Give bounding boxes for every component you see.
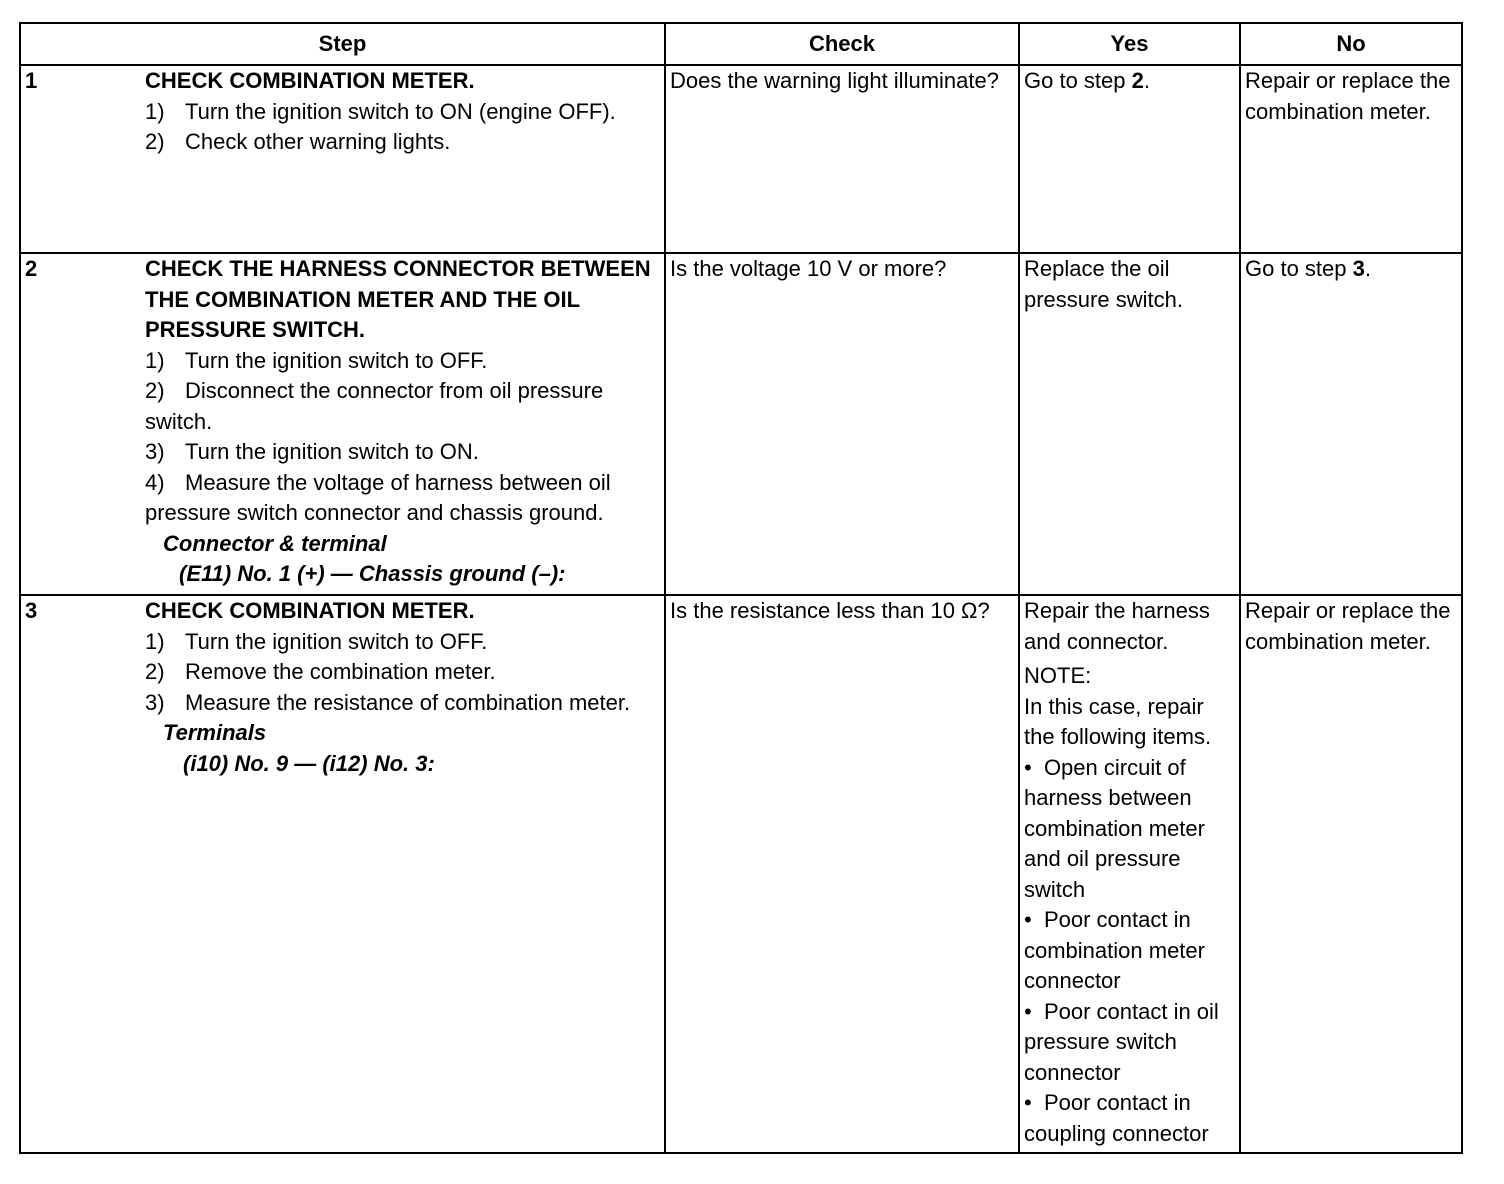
step-cell <box>20 253 665 595</box>
note-bullet-item: • Open circuit of harness between combination meter and oil pressure switch <box>1024 753 1235 906</box>
step-cell <box>20 65 665 253</box>
yes-text: Repair the harness and connector. <box>1024 598 1210 654</box>
step-title: CHECK COMBINATION METER. <box>145 598 475 623</box>
check-cell: Does the warning light illuminate? <box>665 65 1019 253</box>
no-cell: Go to step 3. <box>1240 253 1462 595</box>
yes-cell <box>1019 595 1240 1153</box>
yes-cell: Replace the oil pressure switch. <box>1019 253 1240 595</box>
header-no: No <box>1240 23 1462 65</box>
table-row-step-2 <box>20 253 1462 595</box>
terminals-value: (i10) No. 9 — (i12) No. 3: <box>183 750 435 776</box>
substep: 4) Measure the voltage of harness between oil pressure switch connector and chassis ground. <box>145 469 611 525</box>
substep: 2) Check other warning lights. <box>145 129 451 154</box>
header-yes: Yes <box>1019 23 1240 65</box>
connector-terminal-value: (E11) No. 1 (+) — Chassis ground (–): <box>179 561 566 586</box>
note-bullet-item: • Poor contact in coupling connector <box>1024 1088 1235 1149</box>
step-number: 3 <box>25 598 38 623</box>
step-number: 2 <box>25 256 38 281</box>
step-number: 1 <box>25 68 38 93</box>
note-label: NOTE: <box>1024 663 1092 688</box>
header-check: Check <box>665 23 1019 65</box>
no-cell: Repair or replace the combination meter. <box>1240 65 1462 253</box>
step-title: CHECK THE HARNESS CONNECTOR BETWEEN THE COMBINATION METER AND THE OIL PRESSURE SWITCH. <box>145 256 651 342</box>
substep: 1) Turn the ignition switch to ON (engine OFF). <box>145 98 616 124</box>
substep: 3) Measure the resistance of combination meter. <box>145 689 631 715</box>
step-title: CHECK COMBINATION METER. <box>145 68 475 93</box>
substep: 1) Turn the ignition switch to OFF. <box>145 628 488 654</box>
yes-cell: Go to step 2. <box>1019 65 1240 253</box>
diagnostic-table <box>19 22 1463 1154</box>
diagnostic-table-wrapper <box>19 22 1461 1154</box>
table-row-step-3 <box>20 595 1462 1153</box>
terminals-label: Terminals <box>163 720 267 745</box>
note-bullet-item: • Poor contact in oil pressure switch connector <box>1024 997 1235 1089</box>
substep: 1) Turn the ignition switch to OFF. <box>145 347 488 373</box>
substep: 2) Disconnect the connector from oil pressure switch. <box>145 378 604 434</box>
note-text: In this case, repair the following items. <box>1024 693 1212 749</box>
connector-terminal-label: Connector & terminal <box>163 530 387 556</box>
check-cell: Is the resistance less than 10 Ω? <box>665 595 1019 1153</box>
table-row-step-1 <box>20 65 1462 253</box>
header-step: Step <box>20 23 665 65</box>
no-cell: Repair or replace the combination meter. <box>1240 595 1462 1153</box>
header-row <box>20 23 1462 65</box>
note-bullet-item: • Poor contact in combination meter connector <box>1024 905 1235 997</box>
check-cell: Is the voltage 10 V or more? <box>665 253 1019 595</box>
step-cell <box>20 595 665 1153</box>
substep: 3) Turn the ignition switch to ON. <box>145 439 479 464</box>
substep: 2) Remove the combination meter. <box>145 659 496 684</box>
